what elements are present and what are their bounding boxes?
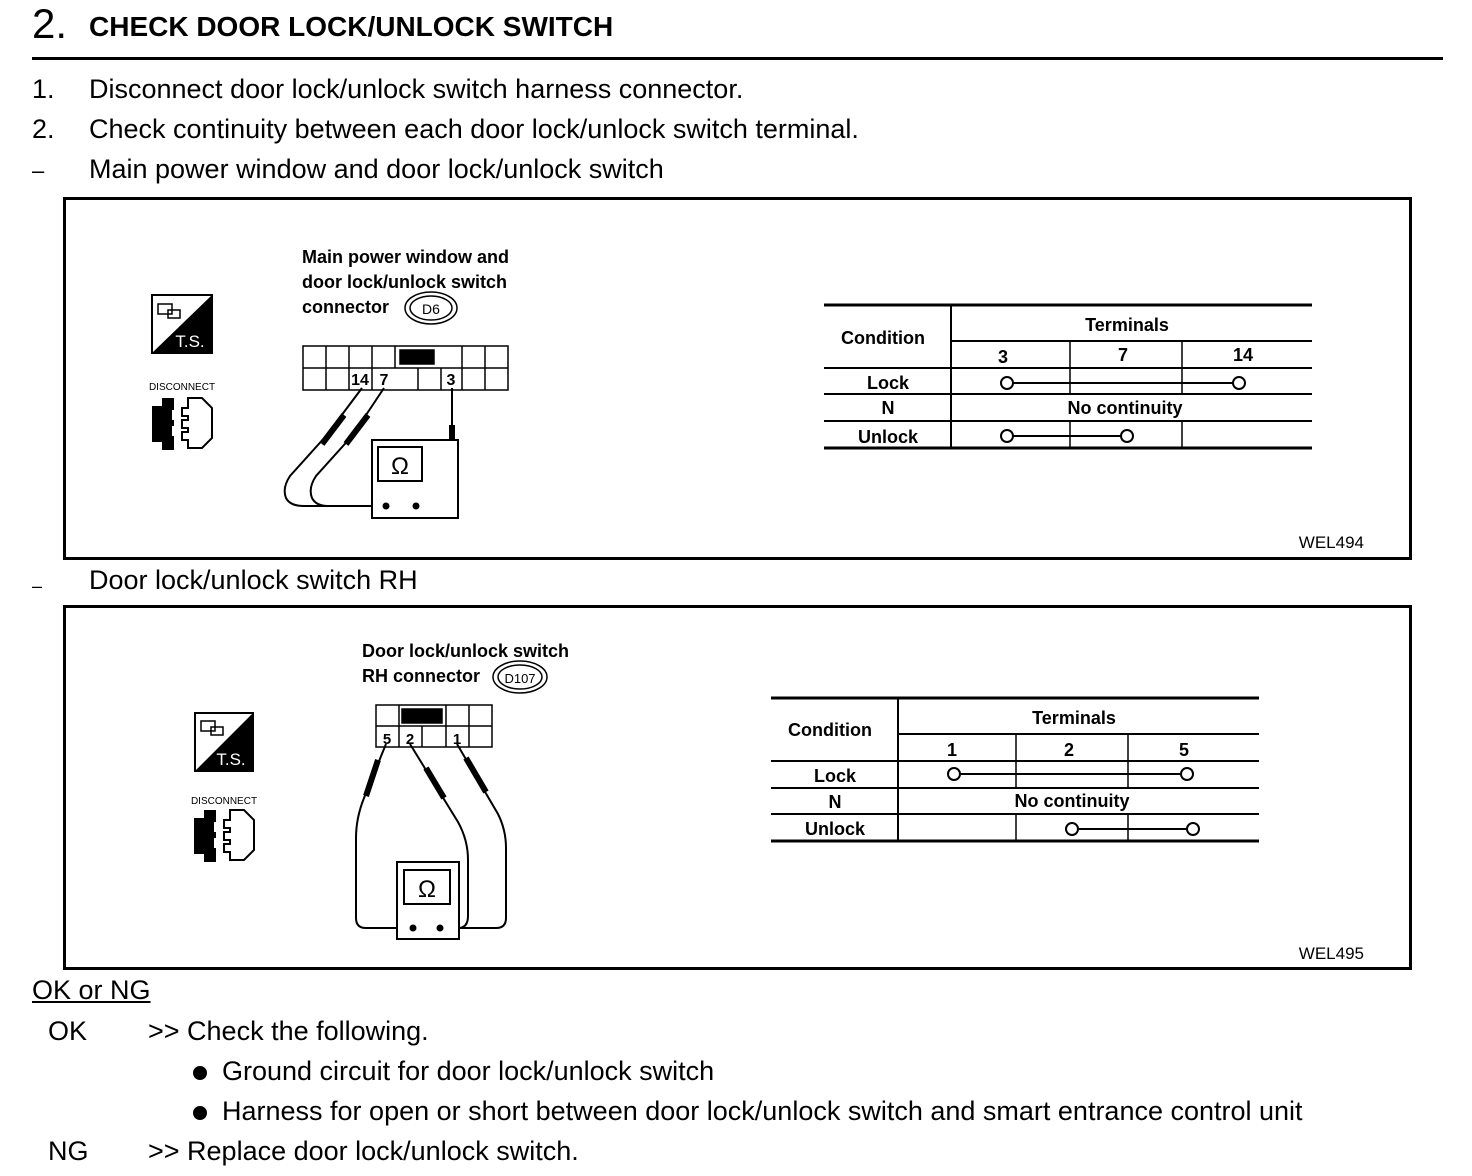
pin-label: 5: [382, 731, 392, 748]
subhead-marker: –: [32, 158, 45, 183]
pin-label: 14: [351, 372, 369, 389]
ohmmeter-icon: [397, 862, 459, 939]
step-number: 2.: [32, 0, 68, 47]
terminal-header: 1: [946, 740, 958, 760]
subhead-marker: –: [32, 576, 43, 596]
svg-text:door lock/unlock switch: door lock/unlock switch: [302, 272, 508, 292]
disconnect-icon: [191, 796, 257, 862]
pin-label: 2: [405, 731, 415, 748]
disconnect-icon: [149, 382, 215, 450]
row-label: N: [828, 792, 842, 812]
row-label: Unlock: [857, 427, 919, 447]
instruction-marker: 2.: [32, 114, 55, 144]
row-label: Unlock: [804, 819, 866, 839]
disconnect-label: DISCONNECT: [148, 382, 216, 393]
svg-text:RH connector: RH connector: [362, 666, 481, 686]
figure1-subhead: Main power window and door lock/unlock switch: [89, 154, 664, 184]
connector-pin-grid: [303, 346, 508, 390]
instruction-marker: 1.: [32, 74, 55, 104]
svg-text:Main power window and: Main power window and: [302, 247, 509, 267]
ohmmeter-icon: [372, 440, 458, 518]
terminal-header: 3: [997, 347, 1009, 367]
disconnect-label: DISCONNECT: [190, 796, 258, 807]
row-label: Lock: [813, 766, 857, 786]
ok-item: Ground circuit for door lock/unlock switch: [222, 1056, 715, 1086]
ok-text: >> Check the following.: [148, 1016, 429, 1046]
figure-code: WEL495: [1298, 944, 1364, 963]
bullet-icon: [193, 1066, 207, 1080]
condition-header: Condition: [841, 328, 925, 348]
ohm-symbol: Ω: [391, 453, 409, 480]
ng-label: NG: [48, 1136, 89, 1166]
title-rule: [32, 57, 1443, 60]
pin-label: 3: [446, 372, 456, 389]
terminal-header: 14: [1232, 345, 1254, 365]
no-continuity: No continuity: [1067, 398, 1183, 418]
svg-text:D6: D6: [422, 301, 440, 317]
connector-id-badge: [493, 661, 547, 693]
ts-icon: [152, 295, 212, 353]
condition-header: Condition: [788, 720, 872, 740]
ok-label: OK: [48, 1016, 88, 1046]
terminals-header: Terminals: [1032, 708, 1116, 728]
ts-icon: [195, 713, 253, 771]
no-continuity: No continuity: [1014, 791, 1130, 811]
figure-main-switch: [63, 197, 1412, 560]
instruction-text: Check continuity between each door lock/unlock switch terminal.: [89, 114, 859, 144]
result-heading: OK or NG: [32, 975, 151, 1005]
terminals-header: Terminals: [1085, 315, 1169, 335]
terminal-header: 2: [1063, 740, 1075, 760]
ohm-symbol: Ω: [418, 876, 436, 903]
connector-id-badge: [405, 292, 457, 324]
figure-rh-switch: [63, 605, 1412, 970]
row-label: Lock: [866, 373, 910, 393]
figure2-subhead: Door lock/unlock switch RH: [89, 565, 418, 595]
svg-text:connector: connector: [302, 297, 390, 317]
bullet-icon: [193, 1106, 207, 1120]
svg-text:Door lock/unlock switch: Door lock/unlock switch: [362, 641, 570, 661]
ts-label: T.S.: [216, 750, 246, 769]
continuity-table: [771, 698, 1259, 841]
connector-pin-grid: [376, 705, 492, 747]
ok-item: Harness for open or short between door lock/unlock switch and smart entrance control unit: [222, 1096, 1303, 1126]
row-label: N: [881, 398, 895, 418]
ng-text: >> Replace door lock/unlock switch.: [148, 1136, 579, 1166]
pin-label: 1: [452, 731, 462, 748]
continuity-table: [824, 305, 1312, 448]
terminal-header: 7: [1117, 345, 1129, 365]
terminal-header: 5: [1178, 740, 1190, 760]
step-title: CHECK DOOR LOCK/UNLOCK SWITCH: [89, 11, 614, 42]
svg-text:D107: D107: [504, 671, 536, 686]
instruction-text: Disconnect door lock/unlock switch harness connector.: [89, 74, 744, 104]
pin-label: 7: [379, 372, 389, 389]
ts-label: T.S.: [175, 332, 205, 351]
figure-code: WEL494: [1298, 533, 1364, 552]
